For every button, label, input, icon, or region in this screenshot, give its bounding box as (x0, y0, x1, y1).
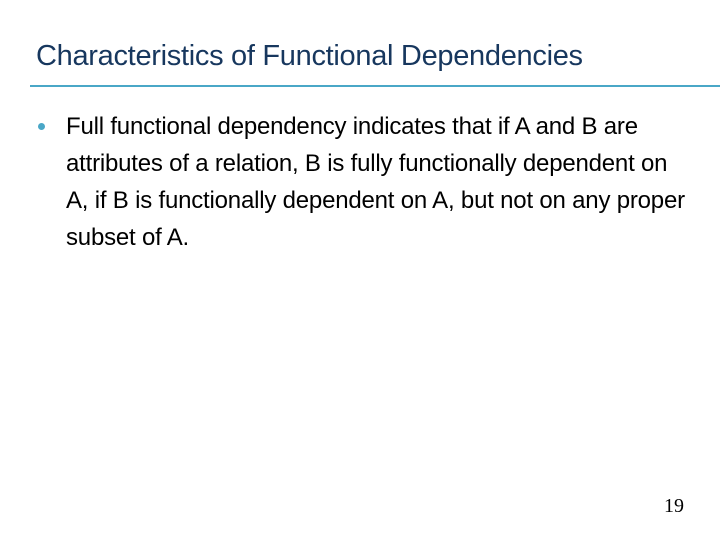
title-underline (30, 85, 720, 87)
page-number: 19 (664, 495, 684, 517)
bullet-text: Full functional dependency indicates that if A and B are attributes of a relation, B is fully functionally dependent on A, if B is functionally dependent on A, but not on any proper subset of A. (66, 113, 685, 251)
slide-body (36, 108, 686, 256)
bullet-dot-icon (38, 123, 45, 130)
slide-title: Characteristics of Functional Dependencies (36, 40, 583, 72)
bullet-item (36, 108, 686, 256)
